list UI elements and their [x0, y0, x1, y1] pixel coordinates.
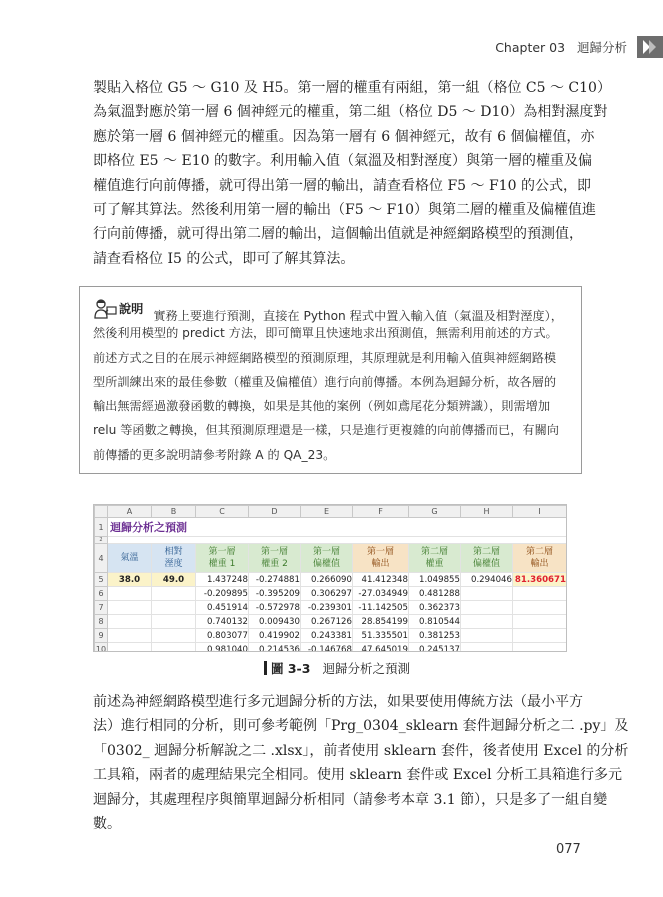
table-cell: 41.412348 [353, 573, 409, 587]
table-cell: 0.267126 [301, 615, 353, 629]
paragraph-line: 即格位 E5 ～ E10 的數字。利用輸入值（氣溫及相對溼度）與第一層的權重及偏 [93, 153, 592, 170]
note-line: 前傳播的更多說明請參考附錄 A 的 QA_23。 [93, 447, 336, 462]
table-cell [461, 629, 513, 643]
table-cell [513, 629, 567, 643]
table-row [95, 573, 567, 587]
row-number: 9 [95, 629, 108, 643]
table-cell: -0.395209 [249, 587, 301, 601]
row-number: 8 [95, 615, 108, 629]
table-cell: 1.049855 [409, 573, 461, 587]
page-header [495, 36, 663, 58]
column-header: G [409, 506, 461, 518]
table-cell [152, 643, 196, 653]
table-cell: 47.645019 [353, 643, 409, 653]
chapter-title: 迴歸分析 [576, 40, 627, 55]
note-label [93, 297, 143, 321]
column-header: B [152, 506, 196, 518]
table-cell: 0.362373 [409, 601, 461, 615]
table-cell: 0.306297 [301, 587, 353, 601]
header-row [95, 544, 567, 573]
note-line: 前述方式之目的在展示神經網路模型的預測原理，其原理就是利用輸入值與神經網路模 [93, 350, 557, 365]
paragraph-line: 數。 [93, 815, 121, 832]
table-cell [461, 643, 513, 653]
header-cell: 第一層 權重 1 [196, 544, 249, 573]
row-number: 5 [95, 573, 108, 587]
table-cell: 28.854199 [353, 615, 409, 629]
table-cell: 0.803077 [196, 629, 249, 643]
table-cell [461, 615, 513, 629]
table-cell: 0.294046 [461, 573, 513, 587]
spreadsheet-table [94, 505, 567, 652]
body-paragraph-1 [93, 76, 611, 271]
chapter-heading [495, 38, 627, 56]
table-cell: 0.245137 [409, 643, 461, 653]
chapter-number: Chapter 03 [495, 40, 566, 55]
table-cell: 0.419902 [249, 629, 301, 643]
note-label-text: 說明 [119, 302, 144, 316]
table-cell [108, 587, 152, 601]
figure-caption [264, 659, 410, 677]
cell-humidity: 49.0 [152, 573, 196, 587]
sheet-title: 迴歸分析之預測 [108, 518, 567, 537]
table-row [95, 643, 567, 653]
figure-title: 迴歸分析之預測 [322, 661, 410, 676]
note-line [93, 297, 569, 324]
table-cell: 0.451914 [196, 601, 249, 615]
table-cell [108, 601, 152, 615]
table-cell: 0.981040 [196, 643, 249, 653]
note-line: 型所訓練出來的最佳參數（權重及偏權值）進行向前傳播。本例為迴歸分析，故各層的 [93, 374, 557, 389]
note-line: 輸出無需經過激發函數的轉換，如果是其他的案例（例如鳶尾花分類辨識），則需增加 [93, 399, 551, 414]
chapter-tab-arrow-icon [637, 36, 663, 58]
table-cell: 0.810544 [409, 615, 461, 629]
table-cell [108, 629, 152, 643]
table-cell [461, 587, 513, 601]
row-number: 1 [95, 518, 108, 537]
table-cell: 1.437248 [196, 573, 249, 587]
table-cell [108, 643, 152, 653]
column-header: H [461, 506, 513, 518]
column-header: E [301, 506, 353, 518]
header-cell: 第一層 偏權值 [301, 544, 353, 573]
header-cell: 相對 溼度 [152, 544, 196, 573]
caption-bar [264, 661, 267, 675]
table-cell: 0.481288 [409, 587, 461, 601]
table-cell: -0.274881 [249, 573, 301, 587]
table-cell: 0.214536 [249, 643, 301, 653]
prediction-cell: 81.360671 [513, 573, 567, 587]
table-row [95, 629, 567, 643]
row-number: 10 [95, 643, 108, 653]
paragraph-line: 法）進行相同的分析，則可參考範例「Prg_0304_sklearn 套件迴歸分析之二 .py」及 [93, 718, 629, 735]
table-cell: -0.239301 [301, 601, 353, 615]
paragraph-line: 「0302_ 迴歸分析解說之二 .xlsx」，前者使用 sklearn 套件，後者使用 Excel 的分析 [93, 742, 629, 759]
spreadsheet-figure [93, 504, 567, 652]
paragraph-line: 權值進行向前傳播，就可得出第一層的輸出，請查看格位 F5 ～ F10 的公式，即 [93, 177, 591, 194]
table-cell: 51.335501 [353, 629, 409, 643]
table-cell [152, 587, 196, 601]
body-paragraph-2 [93, 690, 629, 836]
table-cell [152, 629, 196, 643]
note-line: relu 等函數之轉換，但其預測原理還是一樣，只是進行更複雜的向前傳播而已，有關向 [93, 423, 559, 438]
paragraph-line: 應於第一層 6 個神經元的權重。因為第一層有 6 個神經元，故有 6 個偏權值，亦 [93, 128, 595, 145]
title-row [95, 518, 567, 537]
row-number: 4 [95, 544, 108, 573]
column-header: D [249, 506, 301, 518]
blank-cell [108, 537, 567, 544]
table-row [95, 587, 567, 601]
column-header: A [108, 506, 152, 518]
row-number: 2 [95, 537, 108, 544]
column-header: I [513, 506, 567, 518]
table-cell [108, 615, 152, 629]
table-cell [461, 601, 513, 615]
column-header: F [353, 506, 409, 518]
blank-row [95, 537, 567, 544]
corner-cell [95, 506, 108, 518]
table-cell: -0.209895 [196, 587, 249, 601]
table-cell [513, 601, 567, 615]
paragraph-line: 請查看格位 I5 的公式，即可了解其算法。 [93, 250, 355, 267]
table-cell [513, 587, 567, 601]
table-cell [152, 601, 196, 615]
cell-temperature: 38.0 [108, 573, 152, 587]
table-cell [513, 615, 567, 629]
row-number: 6 [95, 587, 108, 601]
column-header-row [95, 506, 567, 518]
table-cell [513, 643, 567, 653]
table-row [95, 601, 567, 615]
header-cell: 第二層 輸出 [513, 544, 567, 573]
figure-number: 圖 3-3 [271, 661, 311, 676]
table-cell [152, 615, 196, 629]
table-cell: 0.381253 [409, 629, 461, 643]
paragraph-line: 製貼入格位 G5 ～ G10 及 H5。第一層的權重有兩組，第一組（格位 C5 ～ C10） [93, 80, 611, 96]
paragraph-line: 前述為神經網路模型進行多元迴歸分析的方法，如果要使用傳統方法（最小平方 [93, 694, 583, 710]
column-header: C [196, 506, 249, 518]
paragraph-line: 行向前傳播，就可得出第二層的輸出，這個輸出值就是神經網路模型的預測值， [93, 226, 583, 243]
table-cell: 0.266090 [301, 573, 353, 587]
teacher-icon [93, 298, 117, 320]
row-number: 7 [95, 601, 108, 615]
header-cell: 氣溫 [108, 544, 152, 573]
header-cell: 第一層 權重 2 [249, 544, 301, 573]
table-cell: 0.740132 [196, 615, 249, 629]
table-cell: 0.243381 [301, 629, 353, 643]
header-cell: 第一層 輸出 [353, 544, 409, 573]
paragraph-line: 為氣溫對應於第一層 6 個神經元的權重，第二組（格位 D5 ～ D10）為相對濕度對 [93, 104, 608, 121]
table-cell: -0.572978 [249, 601, 301, 615]
paragraph-line: 迴歸分，其處理程序與簡單迴歸分析相同（請參考本章 3.1 節），只是多了一組自變 [93, 791, 608, 808]
paragraph-line: 可了解其算法。然後利用第一層的輸出（F5 ～ F10）與第二層的權重及偏權值進 [93, 201, 597, 218]
table-cell: -11.142505 [353, 601, 409, 615]
header-cell: 第二層 權重 [409, 544, 461, 573]
note-box [79, 286, 582, 474]
table-cell: -0.146768 [301, 643, 353, 653]
table-row [95, 615, 567, 629]
page-number: 077 [556, 842, 581, 857]
note-text: 實務上要進行預測，直接在 Python 程式中置入輸入值（氣溫及相對溼度）， [153, 309, 563, 324]
table-cell: -27.034949 [353, 587, 409, 601]
header-cell: 第二層 偏權值 [461, 544, 513, 573]
paragraph-line: 工具箱，兩者的處理結果完全相同。使用 sklearn 套件或 Excel 分析工具箱進行多元 [93, 767, 623, 784]
table-cell: 0.009430 [249, 615, 301, 629]
note-line: 然後利用模型的 predict 方法，即可簡單且快速地求出預測值，無需利用前述的方式。 [93, 326, 558, 341]
